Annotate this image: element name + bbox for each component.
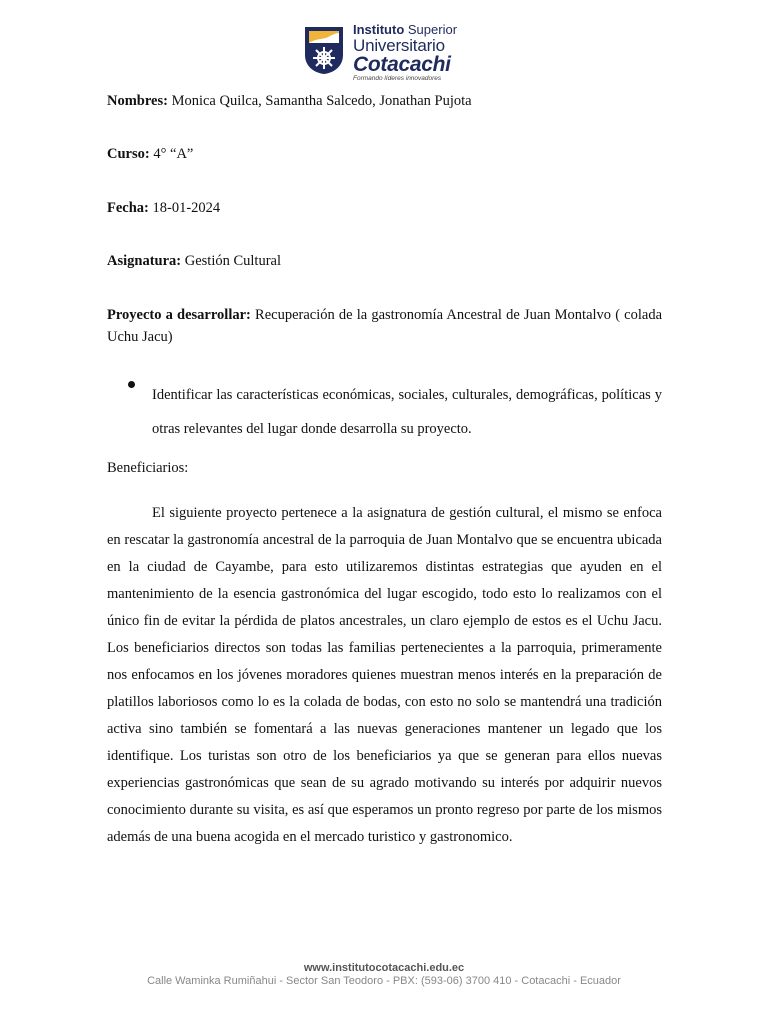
nombres-field [107,92,472,110]
asignatura-label: Asignatura: [107,253,182,269]
body-paragraph: El siguiente proyecto pertenece a la asignatura de gestión cultural, el mismo se enfoca en rescatar la gastronomía ancestral de la parroquia de Juan Montalvo que se encuentra ubicada en la ciudad de Cayambe, para esto utilizaremos distintas estrategias que ayuden en el mantenimiento de la esencia gastronómica del lugar escogido, todo esto lo realizamos con el único fin de evitar la pérdida de platos ancestrales, un claro ejemplo de estos es el Uchu Jacu. Los beneficiarios directos son todas las familias pertenecientes a la parroquia, primeramente nos enfocamos en los jóvenes moradores quienes muestran menos interés en la preparación de platillos laboriosos como lo es la colada de bodas, con esto no solo se mantendrá una tradición activa sino también se fomentará a las nuevas generaciones mantener un legado que los identifique. Los turistas son otro de los beneficiarios ya que se generan para ellos nuevas experiencias gastronómicas que sean de su agrado motivando su interés por adquirir nuevos conocimiento durante su visita, es así que esperamos un pronto regreso por parte de los mismos además de una buena acogida en el mercado turistico y gastronomico. [107,505,662,845]
proyecto-label: Proyecto a desarrollar: [107,307,251,323]
curso-field [107,145,193,163]
nombres-value: Monica Quilca, Samantha Salcedo, Jonathan Pujota [167,93,472,109]
bullet-marker [128,381,135,388]
curso-value: 4° “A” [149,146,194,162]
footer-address: Calle Waminka Rumiñahui - Sector San Teodoro - PBX: (593-06) 3700 410 - Cotacachi - Ecuador [147,975,621,987]
beneficiarios-heading: Beneficiarios: [107,460,189,476]
logo-word-universitario: Universitario [353,36,445,55]
proyecto-field [107,304,662,348]
shield-emblem-icon [302,25,346,75]
fecha-field [107,199,220,217]
asignatura-value: Gestión Cultural [181,253,282,269]
proyecto-value: Recuperación de la gastronomía Ancestral de Juan Montalvo ( colada Uchu Jacu) [107,307,663,345]
fecha-value: 18-01-2024 [148,200,221,216]
bullet-item: Identificar las características económicas, sociales, culturales, demográficas, políticas y otras relevantes del lugar donde desarrolla su proyecto. [152,387,662,437]
logo-word-instituto: Instituto [353,22,405,37]
logo-word-superior: Superior [407,22,458,37]
institute-logo [300,22,470,84]
fecha-label: Fecha: [107,200,149,216]
asignatura-field [107,252,281,270]
logo-word-cotacachi: Cotacachi [353,53,451,76]
nombres-label: Nombres: [107,93,168,109]
footer-website: www.institutocotacachi.edu.ec [303,962,465,974]
curso-label: Curso: [107,146,150,162]
logo-tagline: Formando líderes innovadores [353,75,442,82]
